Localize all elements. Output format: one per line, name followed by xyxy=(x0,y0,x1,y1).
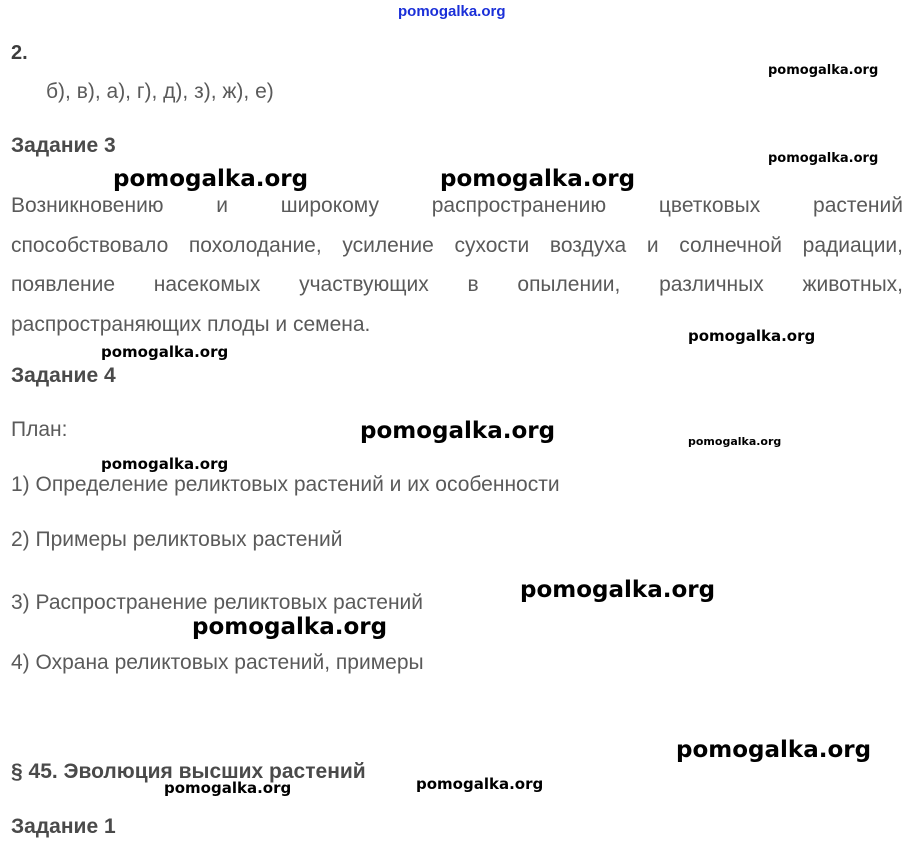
watermark: pomogalka.org xyxy=(768,151,879,166)
watermark: pomogalka.org xyxy=(192,614,388,640)
plan-item-2: 2) Примеры реликтовых растений xyxy=(11,528,343,551)
task-3-line: способствовало похолодание, усиление сухости воздуха и солнечной радиации, xyxy=(11,233,903,257)
watermark: pomogalka.org xyxy=(113,166,309,192)
plan-label: План: xyxy=(11,418,68,441)
task-1-heading: Задание 1 xyxy=(11,815,116,838)
task-3-heading: Задание 3 xyxy=(11,134,116,157)
plan-item-1: 1) Определение реликтовых растений и их особенности xyxy=(11,473,560,496)
watermark: pomogalka.org xyxy=(101,343,229,361)
plan-item-4: 4) Охрана реликтовых растений, примеры xyxy=(11,651,424,674)
watermark: pomogalka.org xyxy=(101,455,229,473)
watermark: pomogalka.org xyxy=(440,166,636,192)
watermark: pomogalka.org xyxy=(398,3,506,20)
task-3-line: Возникновению и широкому распространению цветковых растений xyxy=(11,194,903,217)
answer-2-number: 2. xyxy=(11,42,28,64)
watermark: pomogalka.org xyxy=(520,577,716,603)
watermark: pomogalka.org xyxy=(164,779,292,797)
watermark: pomogalka.org xyxy=(416,775,544,793)
watermark: pomogalka.org xyxy=(360,418,556,444)
section-45-title: § 45. Эволюция высших растений xyxy=(11,760,366,783)
answer-2-text: б), в), а), г), д), з), ж), е) xyxy=(46,80,274,103)
task-3-line: появление насекомых участвующих в опылении, различных животных, xyxy=(11,273,903,296)
task-4-heading: Задание 4 xyxy=(11,364,116,387)
task-3-paragraph xyxy=(11,186,903,344)
watermark: pomogalka.org xyxy=(768,63,879,78)
watermark: pomogalka.org xyxy=(676,737,872,763)
watermark: pomogalka.org xyxy=(688,327,816,345)
plan-item-3: 3) Распространение реликтовых растений xyxy=(11,591,424,614)
task-3-line: распространяющих плоды и семена. xyxy=(11,312,371,336)
watermark: pomogalka.org xyxy=(688,435,782,448)
